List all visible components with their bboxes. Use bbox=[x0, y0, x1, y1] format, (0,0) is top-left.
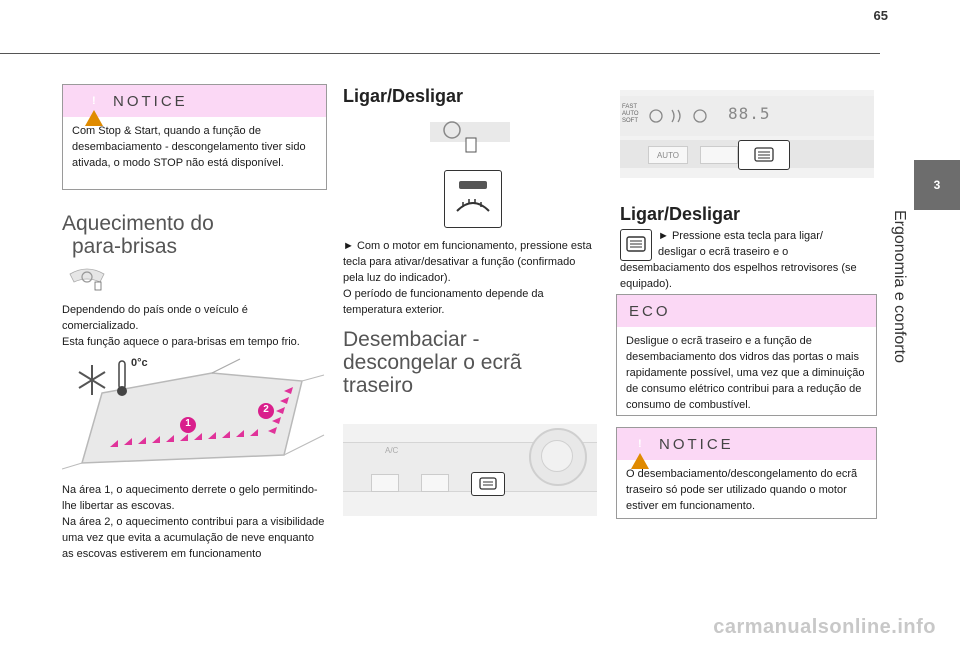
notice-heading: NOTICE bbox=[659, 435, 734, 453]
eco-text: Desligue o ecrã traseiro e a função de desembaciamento dos vidros das portas o mais rapidamente possível, uma vez que a diminuição de consumo elétrico contribui para a redução de consumo de combustível. bbox=[626, 335, 865, 411]
section-title-rear: Desembaciar - descongelar o ecrã traseiro bbox=[343, 328, 522, 397]
area-description: Na área 1, o aquecimento derrete o gelo permitindo-lhe libertar as escovas. Na área 2, o aquecimento contribui para a visibilidade uma vez que evita a acumulação de neve enquanto as escovas estiverem em funcionamento bbox=[62, 484, 325, 560]
windscreen-intro: Dependendo do país onde o veículo é comercializado. Esta função aquece o para-brisas em tempo frio. bbox=[62, 304, 300, 348]
climate-icons bbox=[648, 106, 718, 126]
console-button bbox=[421, 474, 449, 492]
notice-header bbox=[617, 428, 876, 460]
warning-icon bbox=[85, 93, 103, 110]
chapter-title: Ergonomia e conforto bbox=[891, 210, 908, 363]
top-rule bbox=[0, 53, 880, 54]
rear-console-illustration bbox=[343, 424, 597, 516]
rotary-knob-inner bbox=[541, 440, 573, 472]
notice-box-right bbox=[616, 427, 877, 519]
notice-box-left bbox=[62, 84, 327, 190]
zone-2-label: 2 bbox=[263, 404, 269, 415]
right-heading: Ligar/Desligar bbox=[620, 204, 741, 224]
windscreen-illustration bbox=[62, 355, 326, 470]
rear-demist-button-panel[interactable] bbox=[738, 140, 790, 170]
notice-text: Com Stop & Start, quando a função de desembaciamento - descongelamento tiver sido ativada, o modo STOP não está disponível. bbox=[72, 125, 306, 169]
notice-heading: NOTICE bbox=[113, 92, 188, 110]
eco-header bbox=[617, 295, 876, 327]
right-instruction: ► Pressione esta tecla para ligar/ desligar o ecrã traseiro e o desembaciamento dos espelhos retrovisores (se equipado). bbox=[620, 230, 857, 290]
climate-panel-illustration bbox=[620, 90, 874, 178]
temp-label: 0°c bbox=[131, 357, 148, 369]
auto-button: AUTO bbox=[648, 146, 688, 164]
warning-icon bbox=[631, 436, 649, 453]
notice-header bbox=[63, 85, 326, 117]
thermometer-icon bbox=[117, 361, 127, 396]
console-button bbox=[700, 146, 738, 164]
front-defrost-icon bbox=[445, 171, 501, 227]
rear-demist-button[interactable] bbox=[471, 472, 505, 496]
rear-demist-icon bbox=[739, 141, 789, 169]
notice-text: O desembaciamento/descongelamento do ecrã traseiro só pode ser utilizado quando o motor estiver em funcionamento. bbox=[626, 468, 858, 512]
chapter-tab[interactable]: 3 bbox=[914, 160, 960, 210]
zone-1-label: 1 bbox=[185, 418, 191, 429]
rear-demist-icon bbox=[472, 473, 504, 495]
watermark: carmanualsonline.info bbox=[713, 616, 936, 638]
steering-heat-icon bbox=[68, 266, 106, 292]
windscreen-heat-panel bbox=[430, 116, 510, 156]
ac-label: A/C bbox=[385, 446, 399, 455]
eco-box bbox=[616, 294, 877, 416]
temperature-display: 88.5 bbox=[728, 104, 771, 123]
page-number: 65 bbox=[873, 8, 888, 23]
eco-heading: ECO bbox=[629, 302, 671, 320]
fast-auto-soft: FAST AUTO SOFT bbox=[622, 104, 639, 124]
middle-heading: Ligar/Desligar bbox=[343, 86, 464, 106]
middle-instruction: ► Com o motor em funcionamento, pressione esta tecla para ativar/desativar a função (confirmado pela luz do indicador). O período de funcionamento depende da temperatura exterior. bbox=[343, 240, 592, 316]
console-button bbox=[371, 474, 399, 492]
section-title-windscreen: Aquecimento do para-brisas bbox=[62, 212, 214, 258]
windscreen-defrost-button[interactable] bbox=[444, 170, 502, 228]
